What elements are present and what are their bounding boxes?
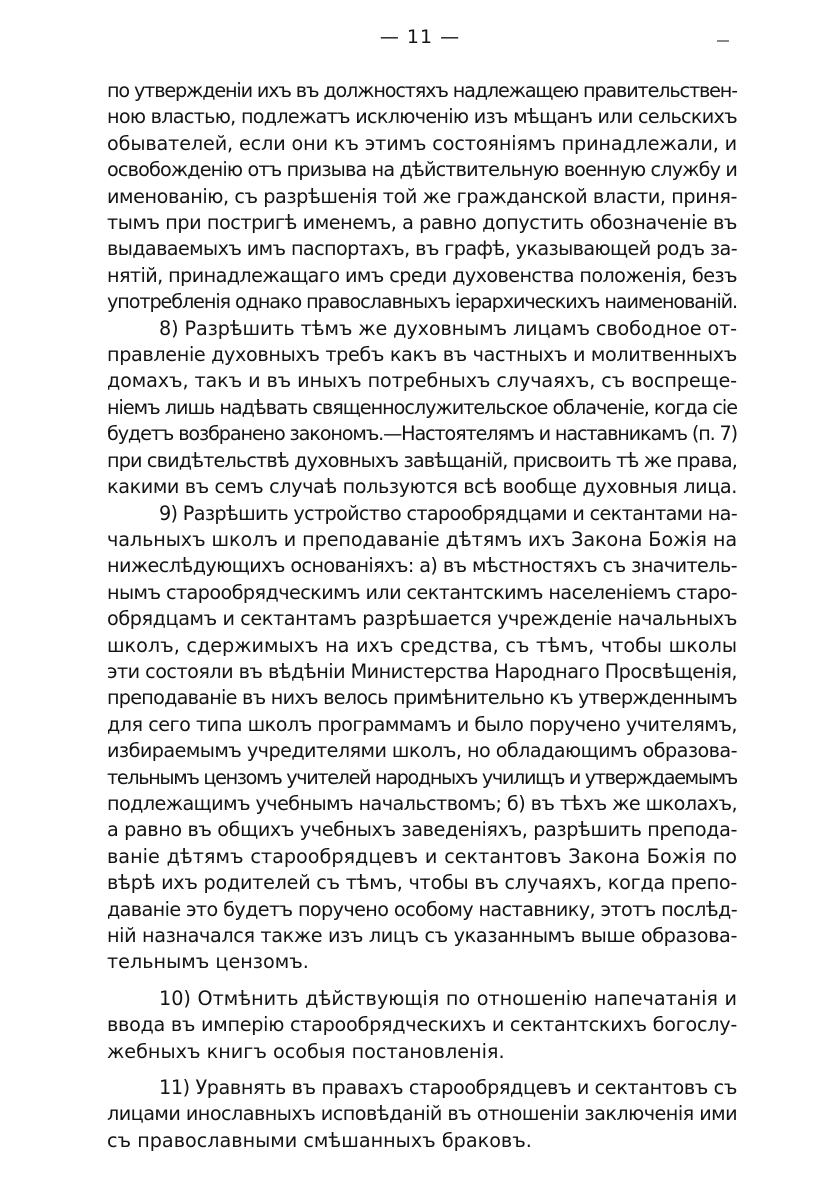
text-line: обрядцамъ и сектантамъ разрѣшается учрежденіе начальныхъ xyxy=(107,607,737,631)
page-number: — 11 — xyxy=(379,26,461,48)
text-line: при свидѣтельствѣ духовныхъ завѣщаній, присвоить тѣ же права, xyxy=(107,448,737,472)
text-line: ваніе дѣтямъ старообрядцевъ и сектантовъ Закона Божія по xyxy=(107,844,737,868)
text-line: лицами инославныхъ исповѣданій въ отношеніи заключенія ими xyxy=(107,1102,737,1126)
paragraph-10 xyxy=(107,986,737,1065)
text-line: ввода въ имперію старообрядческихъ и сектантскихъ богослу- xyxy=(107,1013,737,1037)
text-line: для сего типа школъ программамъ и было поручено учителямъ, xyxy=(107,712,737,736)
body-text xyxy=(107,78,737,1154)
text-line: избираемымъ учредителями школъ, но обладающимъ образова- xyxy=(107,739,737,763)
paragraph-gap xyxy=(107,1065,737,1075)
text-line: выдаваемыхъ имъ паспортахъ, въ графѣ, указывающей родъ за- xyxy=(107,237,737,261)
text-line: даваніе это будетъ поручено особому наставнику, этотъ послѣд- xyxy=(107,897,737,921)
text-line: именованію, съ разрѣшенія той же гражданской власти, приня- xyxy=(107,184,737,208)
text-line: тымъ при постригѣ именемъ, а равно допустить обозначеніе въ xyxy=(107,211,737,235)
text-line: 8) Разрѣшить тѣмъ же духовнымъ лицамъ свободное от- xyxy=(159,316,737,340)
text-line: по утвержденіи ихъ въ должностяхъ надлежащею правительствен- xyxy=(107,79,737,102)
text-line: жебныхъ книгъ особыя постановленія. xyxy=(107,1039,505,1063)
text-line: тельнымъ цензомъ. xyxy=(107,950,309,974)
paragraph-continuation xyxy=(107,78,737,316)
text-line: школъ, сдержимыхъ на ихъ средства, съ тѣмъ, чтобы школы xyxy=(107,633,737,657)
paragraph-gap xyxy=(107,976,737,986)
paragraph-8 xyxy=(107,316,737,501)
text-line: нижеслѣдующихъ основаніяхъ: а) въ мѣстностяхъ съ значитель- xyxy=(107,554,737,578)
text-line: какими въ семъ случаѣ пользуются всѣ вообще духовныя лица. xyxy=(107,475,737,499)
text-line: обывателей, если они къ этимъ состояніямъ принадлежали, и xyxy=(107,131,737,155)
text-line: 10) Отмѣнить дѣйствующія по отношенію напечатанія и xyxy=(159,986,737,1010)
text-line: правленіе духовныхъ требъ какъ въ частныхъ и молитвенныхъ xyxy=(107,343,737,367)
text-line: подлежащимъ учебнымъ начальствомъ; б) въ тѣхъ же школахъ, xyxy=(107,791,737,815)
text-line: а равно въ общихъ учебныхъ заведеніяхъ, разрѣшить препода- xyxy=(107,818,737,842)
text-line: будетъ возбранено закономъ.—Настоятелямъ и наставникамъ (п. 7) xyxy=(107,422,737,446)
text-line: освобожденію отъ призыва на дѣйствительную военную службу и xyxy=(107,158,737,182)
text-line: ній назначался также изъ лицъ съ указаннымъ выше образова- xyxy=(107,924,737,947)
paragraph-9 xyxy=(107,501,737,976)
text-line: нятій, принадлежащаго имъ среди духовенства положенія, безъ xyxy=(107,263,737,287)
text-line: съ православными смѣшанныхъ браковъ. xyxy=(107,1128,532,1152)
text-line: 11) Уравнять въ правахъ старообрядцевъ и сектантовъ съ xyxy=(159,1076,737,1100)
text-line: вѣрѣ ихъ родителей съ тѣмъ, чтобы въ случаяхъ, когда препо- xyxy=(107,871,737,895)
text-line: 9) Разрѣшить устройство старообрядцами и сектантами на- xyxy=(159,501,737,525)
text-line: нымъ старообрядческимъ или сектантскимъ населеніемъ старо- xyxy=(107,580,737,604)
paragraph-11 xyxy=(107,1075,737,1154)
text-line: тельнымъ цензомъ учителей народныхъ училищъ и утверждаемымъ xyxy=(107,765,737,789)
text-line: чальныхъ школъ и преподаваніе дѣтямъ ихъ Закона Божія на xyxy=(107,527,737,551)
corner-dash-mark xyxy=(716,36,730,46)
text-line: ною властью, подлежатъ исключенію изъ мѣщанъ или сельскихъ xyxy=(107,105,737,129)
text-line: преподаваніе въ нихъ велось примѣнительно къ утвержденнымъ xyxy=(107,686,737,710)
text-line: ніемъ лишь надѣвать священнослужительское облаченіе, когда сіе xyxy=(107,395,737,419)
text-line: употребленія однако православныхъ іерархическихъ наименованій. xyxy=(107,290,737,314)
text-line: домахъ, такъ и въ иныхъ потребныхъ случаяхъ, съ воспреще- xyxy=(107,369,737,393)
text-line: эти состояли въ вѣдѣніи Министерства Народнаго Просвѣщенія, xyxy=(107,659,737,683)
